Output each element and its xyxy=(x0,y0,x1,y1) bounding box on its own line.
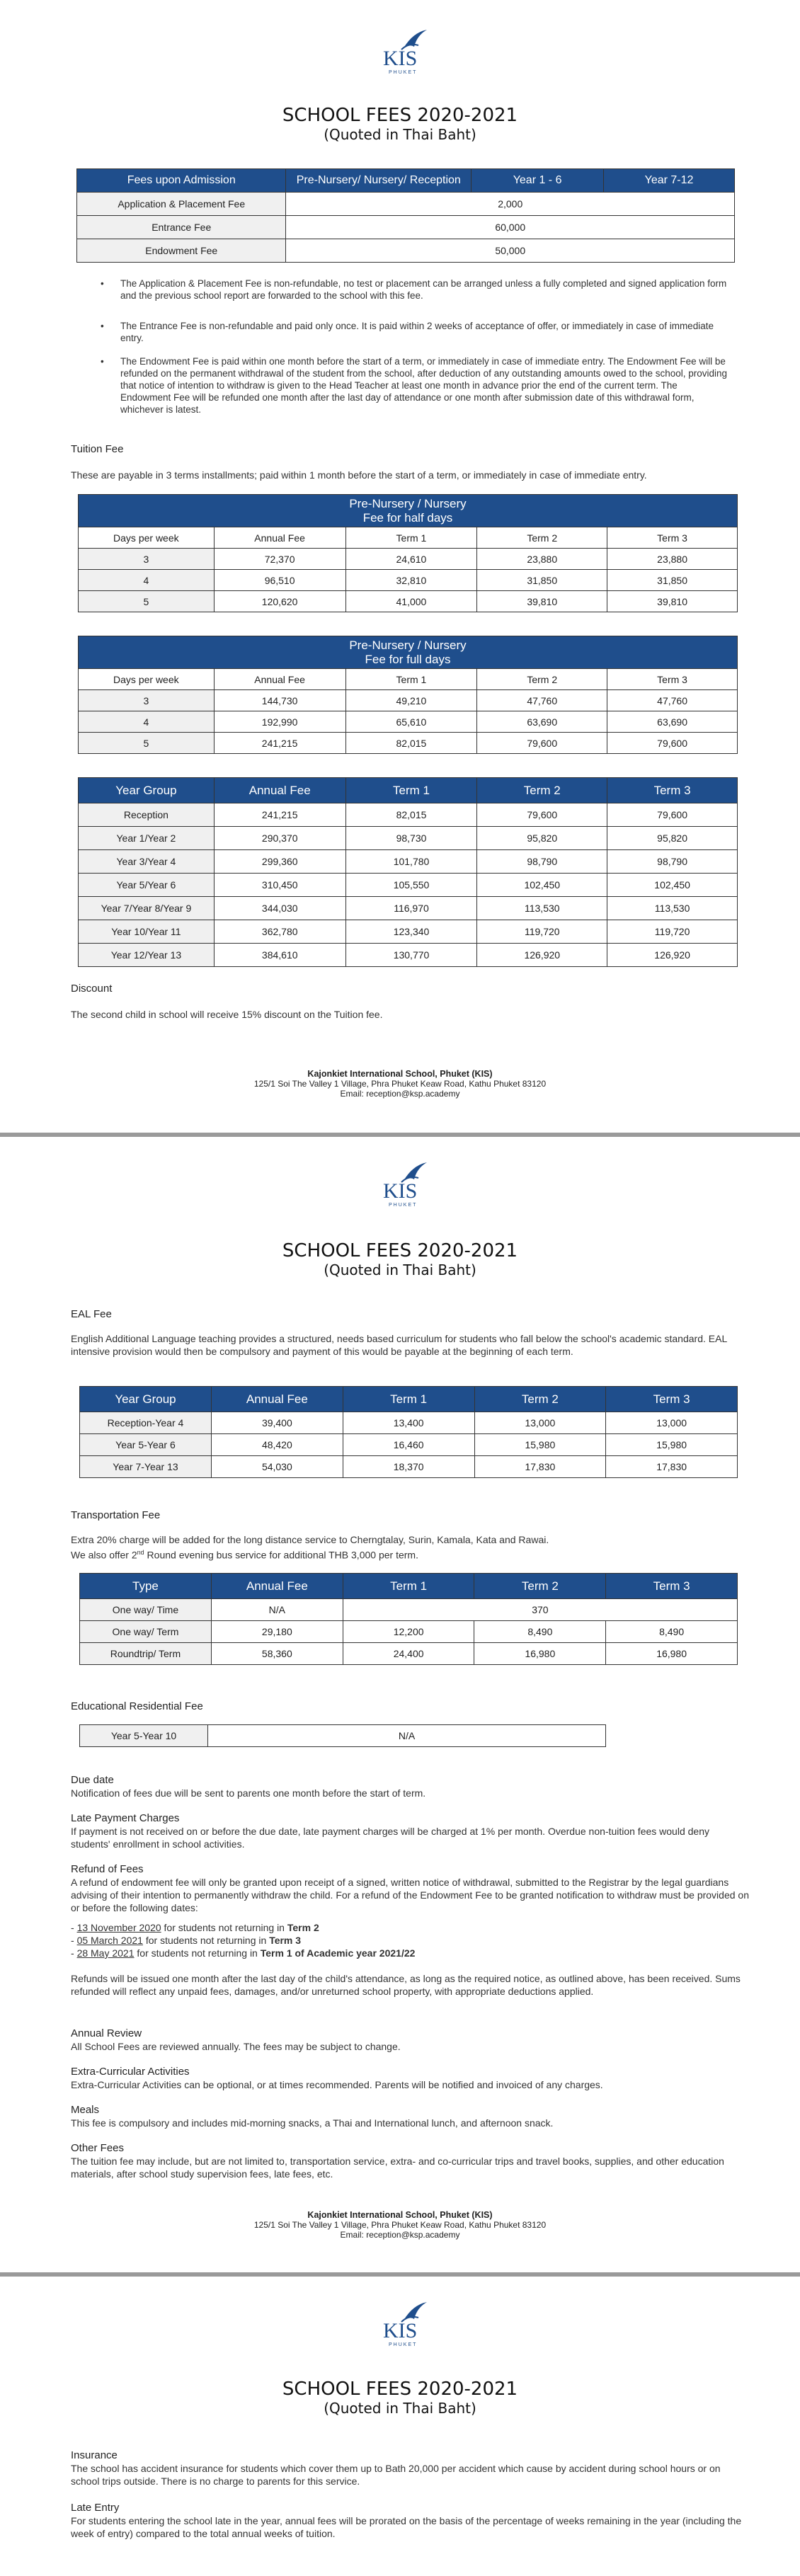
school-logo xyxy=(0,2301,800,2350)
transport-cell: Roundtrip/ Term xyxy=(80,1643,212,1665)
year-group-cell: 126,920 xyxy=(607,944,738,967)
full-day-col-header: Term 3 xyxy=(607,669,738,690)
transport-cell: 29,180 xyxy=(211,1621,343,1643)
year-group-cell: Year 1/Year 2 xyxy=(79,827,215,850)
refund-date-3: - 28 May 2021 for students not returning in Term 1 of Academic year 2021/22 xyxy=(71,1947,416,1959)
eal-cell: 18,370 xyxy=(343,1456,474,1478)
late-payment-text: If payment is not received on or before the due date, late payment charges will be charged at 1% per month. Overdue non-tuition fees would deny students' enrollment in school activities. xyxy=(71,1826,709,1850)
meals-text: This fee is compulsory and includes mid-morning snacks, a Thai and International lunch, and afternoon snack. xyxy=(71,2117,554,2129)
year-group-fee-table xyxy=(78,777,738,967)
eal-cell: 15,980 xyxy=(606,1434,738,1456)
meals-heading: Meals xyxy=(71,2104,100,2116)
eal-cell: 17,830 xyxy=(606,1456,738,1478)
refund-text-2: Refunds will be issued one month after the last day of the child's attendance, as long as the required notice, as outlined above, has been received. Sums refunded will reflect any unpaid fees, damages, and/or unreturned school property, with appropriate deductions applied. xyxy=(71,1973,741,1997)
admission-row-value: 60,000 xyxy=(286,216,735,239)
half-day-cell: 4 xyxy=(79,570,215,591)
year-group-cell: Year 5/Year 6 xyxy=(79,874,215,897)
footer-school-name: Kajonkiet International School, Phuket (KIS) xyxy=(307,1069,493,1079)
full-day-cell: 79,600 xyxy=(607,733,738,754)
transport-cell: 8,490 xyxy=(474,1621,606,1643)
footer-school-name: Kajonkiet International School, Phuket (KIS) xyxy=(307,2210,493,2220)
year-group-header: Term 1 xyxy=(345,778,477,803)
insurance-text: The school has accident insurance for students which cover them up to Bath 20,000 per accident which cause by accident during school hours or on school trips outside. There is no charge to parents for this service. xyxy=(71,2463,721,2487)
year-group-cell: Reception xyxy=(79,803,215,827)
page-subtitle: (Quoted in Thai Baht) xyxy=(324,1261,476,1278)
full-day-cell: 47,760 xyxy=(607,690,738,711)
year-group-cell: 79,600 xyxy=(607,803,738,827)
admission-header: Year 7-12 xyxy=(604,169,735,193)
year-group-cell: 95,820 xyxy=(477,827,607,850)
year-group-cell: 290,370 xyxy=(214,827,345,850)
eal-cell: 13,000 xyxy=(606,1412,738,1434)
transport-cell: One way/ Time xyxy=(80,1599,212,1621)
residential-value: N/A xyxy=(208,1725,606,1747)
eal-cell: 17,830 xyxy=(474,1456,606,1478)
page-title: SCHOOL FEES 2020-2021 xyxy=(282,2378,518,2400)
page-subtitle: (Quoted in Thai Baht) xyxy=(324,126,476,143)
eal-cell: Year 5-Year 6 xyxy=(80,1434,212,1456)
page-subtitle: (Quoted in Thai Baht) xyxy=(324,2400,476,2417)
full-day-title: Pre-Nursery / Nursery xyxy=(349,638,467,652)
half-day-cell: 3 xyxy=(79,549,215,570)
transport-cell: 16,980 xyxy=(606,1643,738,1665)
year-group-cell: 101,780 xyxy=(345,850,477,874)
year-group-cell: 105,550 xyxy=(345,874,477,897)
year-group-cell: 113,530 xyxy=(477,897,607,920)
year-group-cell: 310,450 xyxy=(214,874,345,897)
transport-cell: 370 xyxy=(343,1599,737,1621)
page-title: SCHOOL FEES 2020-2021 xyxy=(282,105,518,126)
admission-note: • The Application & Placement Fee is non-refundable, no test or placement can be arranged unless a fully completed and signed application form and the previous school report are forwarded to the school with this fee. xyxy=(120,277,729,302)
year-group-cell: 299,360 xyxy=(214,850,345,874)
full-day-cell: 241,215 xyxy=(214,733,345,754)
half-day-cell: 96,510 xyxy=(214,570,345,591)
admission-row-value: 50,000 xyxy=(286,239,735,263)
half-day-fee-table xyxy=(78,494,738,612)
late-payment-heading: Late Payment Charges xyxy=(71,1812,180,1824)
transport-cell: 8,490 xyxy=(606,1621,738,1643)
logo-text: KIS xyxy=(383,47,418,70)
refund-text: A refund of endowment fee will only be granted upon receipt of a signed, written notice of withdrawal, submitted to the Registrar by the legal guardians advising of their intention to permanently withdraw the child. For a refund of the Endowment Fee to be granted notification to withdraw must be provided on or before the following dates: xyxy=(71,1877,749,1913)
transport-header: Term 2 xyxy=(474,1574,606,1599)
year-group-cell: 123,340 xyxy=(345,920,477,944)
year-group-header: Term 3 xyxy=(607,778,738,803)
eal-cell: 48,420 xyxy=(211,1434,343,1456)
full-day-col-header: Term 1 xyxy=(345,669,477,690)
year-group-cell: 98,790 xyxy=(477,850,607,874)
refund-heading: Refund of Fees xyxy=(71,1863,144,1875)
year-group-cell: Year 10/Year 11 xyxy=(79,920,215,944)
half-day-col-header: Term 3 xyxy=(607,527,738,549)
eal-header: Year Group xyxy=(80,1387,212,1412)
year-group-header: Term 2 xyxy=(477,778,607,803)
eal-cell: 15,980 xyxy=(474,1434,606,1456)
admission-row-label: Entrance Fee xyxy=(77,216,286,239)
footer-email: Email: reception@ksp.academy xyxy=(340,2230,460,2240)
year-group-cell: 384,610 xyxy=(214,944,345,967)
half-day-col-header: Annual Fee xyxy=(214,527,345,549)
half-day-col-header: Term 2 xyxy=(477,527,607,549)
eal-cell: 16,460 xyxy=(343,1434,474,1456)
logo-subtext: PHUKET xyxy=(389,2342,418,2347)
refund-date-2-text: for students not returning in xyxy=(142,1935,270,1946)
eal-header: Term 3 xyxy=(606,1387,738,1412)
full-day-cell: 192,990 xyxy=(214,711,345,733)
admission-row-label: Application & Placement Fee xyxy=(77,193,286,216)
insurance-heading: Insurance xyxy=(71,2449,118,2461)
refund-date-1-text: for students not returning in xyxy=(161,1922,287,1933)
refund-date-1: - 13 November 2020 for students not returning in Term 2 xyxy=(71,1922,319,1933)
year-group-cell: 119,720 xyxy=(477,920,607,944)
transport-header: Annual Fee xyxy=(211,1574,343,1599)
half-day-cell: 5 xyxy=(79,591,215,612)
full-day-cell: 65,610 xyxy=(345,711,477,733)
eal-cell: Year 7-Year 13 xyxy=(80,1456,212,1478)
residential-fee-table xyxy=(79,1724,606,1747)
page-divider xyxy=(0,2272,800,2277)
full-day-subtitle: Fee for full days xyxy=(365,652,451,666)
transport-line-1: Extra 20% charge will be added for the long distance service to Cherngtalay, Surin, Kamala, Kata and Rawai. xyxy=(71,1534,549,1545)
refund-date-2-date: 05 March 2021 xyxy=(76,1935,143,1946)
annual-review-text: All School Fees are reviewed annually. The fees may be subject to change. xyxy=(71,2041,401,2052)
admission-row-label: Endowment Fee xyxy=(77,239,286,263)
refund-date-3-term: Term 1 of Academic year 2021/22 xyxy=(260,1947,416,1959)
eal-header: Term 2 xyxy=(474,1387,606,1412)
logo-subtext: PHUKET xyxy=(389,70,418,75)
logo-text: KIS xyxy=(383,1179,418,1203)
year-group-cell: 98,730 xyxy=(345,827,477,850)
transport-header: Term 1 xyxy=(343,1574,474,1599)
refund-date-3-date: 28 May 2021 xyxy=(76,1947,135,1959)
year-group-header: Annual Fee xyxy=(214,778,345,803)
half-day-title: Pre-Nursery / Nursery xyxy=(349,496,467,510)
year-group-cell: 344,030 xyxy=(214,897,345,920)
transport-line-2a: We also offer 2 xyxy=(71,1549,137,1561)
admission-note: • The Entrance Fee is non-refundable and paid only once. It is paid within 2 weeks of acceptance of offer, or immediately in case of immediate entry. xyxy=(120,320,729,344)
eal-heading: EAL Fee xyxy=(71,1308,112,1320)
extra-curricular-heading: Extra-Curricular Activities xyxy=(71,2066,190,2078)
refund-date-2-term: Term 3 xyxy=(269,1935,302,1946)
eal-cell: 13,400 xyxy=(343,1412,474,1434)
year-group-cell: 98,790 xyxy=(607,850,738,874)
admission-row-value: 2,000 xyxy=(286,193,735,216)
eal-fee-table xyxy=(79,1386,738,1478)
half-day-cell: 32,810 xyxy=(345,570,477,591)
other-fees-heading: Other Fees xyxy=(71,2142,125,2154)
year-group-cell: 119,720 xyxy=(607,920,738,944)
transport-cell: One way/ Term xyxy=(80,1621,212,1643)
school-logo xyxy=(0,1161,800,1210)
year-group-cell: 126,920 xyxy=(477,944,607,967)
year-group-cell: 102,450 xyxy=(607,874,738,897)
year-group-cell: 113,530 xyxy=(607,897,738,920)
year-group-cell: 241,215 xyxy=(214,803,345,827)
full-day-cell: 4 xyxy=(79,711,215,733)
full-day-col-header: Term 2 xyxy=(477,669,607,690)
footer-address: 125/1 Soi The Valley 1 Village, Phra Phuket Keaw Road, Kathu Phuket 83120 xyxy=(253,1079,547,1089)
year-group-cell: 82,015 xyxy=(345,803,477,827)
year-group-cell: Year 3/Year 4 xyxy=(79,850,215,874)
eal-cell: 39,400 xyxy=(211,1412,343,1434)
transport-cell: 58,360 xyxy=(211,1643,343,1665)
full-day-cell: 5 xyxy=(79,733,215,754)
year-group-cell: 362,780 xyxy=(214,920,345,944)
admission-header: Fees upon Admission xyxy=(77,169,286,193)
annual-review-heading: Annual Review xyxy=(71,2027,142,2039)
half-day-cell: 120,620 xyxy=(214,591,345,612)
admission-header: Pre-Nursery/ Nursery/ Reception xyxy=(286,169,472,193)
full-day-col-header: Annual Fee xyxy=(214,669,345,690)
refund-date-1-date: 13 November 2020 xyxy=(76,1922,161,1933)
half-day-cell: 39,810 xyxy=(477,591,607,612)
eal-cell: Reception-Year 4 xyxy=(80,1412,212,1434)
full-day-cell: 82,015 xyxy=(345,733,477,754)
full-day-cell: 79,600 xyxy=(477,733,607,754)
eal-cell: 13,000 xyxy=(474,1412,606,1434)
half-day-cell: 23,880 xyxy=(607,549,738,570)
page-title: SCHOOL FEES 2020-2021 xyxy=(282,1240,518,1261)
half-day-cell: 23,880 xyxy=(477,549,607,570)
admission-note: • The Endowment Fee is paid within one month before the start of a term, or immediately in case of immediate entry. The Endowment Fee will be refunded on the permanent withdrawal of the student from the school, after deduction of any outstanding amounts owed to the school, providing that notice of intention to withdraw is given to the Head Teacher at least one month in advance prior the end of the current term. The Endowment Fee will be refunded one month after the last day of attendance or one month after submission date of this withdrawal form, whichever is latest. xyxy=(120,355,729,416)
half-day-cell: 31,850 xyxy=(607,570,738,591)
full-day-cell: 63,690 xyxy=(607,711,738,733)
refund-date-3-text: for students not returning in xyxy=(134,1947,261,1959)
half-day-subtitle: Fee for half days xyxy=(362,510,453,525)
extra-curricular-text: Extra-Curricular Activities can be optional, or at times recommended. Parents will be notified and invoiced of any charges. xyxy=(71,2079,603,2090)
full-day-cell: 144,730 xyxy=(214,690,345,711)
transport-cell: N/A xyxy=(211,1599,343,1621)
year-group-cell: Year 7/Year 8/Year 9 xyxy=(79,897,215,920)
admission-header: Year 1 - 6 xyxy=(472,169,604,193)
discount-text: The second child in school will receive 15% discount on the Tuition fee. xyxy=(71,1009,383,1020)
eal-cell: 54,030 xyxy=(211,1456,343,1478)
year-group-cell: 116,970 xyxy=(345,897,477,920)
full-day-cell: 3 xyxy=(79,690,215,711)
half-day-cell: 24,610 xyxy=(345,549,477,570)
full-day-cell: 47,760 xyxy=(477,690,607,711)
half-day-cell: 31,850 xyxy=(477,570,607,591)
transport-line-2-sup: nd xyxy=(137,1549,144,1556)
other-fees-text: The tuition fee may include, but are not limited to, transportation service, extra- and co-curricular trips and travel books, supplies, and other education materials, after school study supervision fees, late fees, etc. xyxy=(71,2156,724,2180)
discount-heading: Discount xyxy=(71,983,113,995)
half-day-cell: 39,810 xyxy=(607,591,738,612)
eal-header: Term 1 xyxy=(343,1387,474,1412)
half-day-col-header: Days per week xyxy=(79,527,215,549)
year-group-cell: Year 12/Year 13 xyxy=(79,944,215,967)
residential-label: Year 5-Year 10 xyxy=(80,1725,208,1747)
due-date-heading: Due date xyxy=(71,1774,114,1786)
admission-fees-table xyxy=(76,168,735,263)
logo-subtext: PHUKET xyxy=(389,1203,418,1208)
transport-line-2 xyxy=(71,1546,765,1562)
late-entry-text: For students entering the school late in the year, annual fees will be prorated on the basis of the percentage of weeks remaining in the year (including the week of entry) compared to the total annual weeks of tuition. xyxy=(71,2515,742,2539)
refund-date-1-term: Term 2 xyxy=(287,1922,319,1933)
eal-header: Annual Fee xyxy=(211,1387,343,1412)
year-group-cell: 130,770 xyxy=(345,944,477,967)
full-day-cell: 63,690 xyxy=(477,711,607,733)
tuition-heading: Tuition Fee xyxy=(71,443,124,455)
tuition-intro: These are payable in 3 terms installments; paid within 1 month before the start of a term, or immediately in case of immediate entry. xyxy=(71,469,647,481)
full-day-col-header: Days per week xyxy=(79,669,215,690)
late-entry-heading: Late Entry xyxy=(71,2502,120,2514)
full-day-fee-table xyxy=(78,636,738,754)
transport-heading: Transportation Fee xyxy=(71,1509,161,1521)
year-group-cell: 79,600 xyxy=(477,803,607,827)
footer xyxy=(0,2210,800,2240)
transport-header: Type xyxy=(80,1574,212,1599)
transport-line-2b: Round evening bus service for additional THB 3,000 per term. xyxy=(144,1549,418,1561)
footer-email: Email: reception@ksp.academy xyxy=(340,1089,460,1099)
full-day-cell: 49,210 xyxy=(345,690,477,711)
due-date-text: Notification of fees due will be sent to parents one month before the start of term. xyxy=(71,1787,426,1799)
transport-fee-table xyxy=(79,1573,738,1665)
transport-cell: 12,200 xyxy=(343,1621,474,1643)
transport-cell: 24,400 xyxy=(343,1643,474,1665)
year-group-header: Year Group xyxy=(79,778,215,803)
half-day-col-header: Term 1 xyxy=(345,527,477,549)
year-group-cell: 102,450 xyxy=(477,874,607,897)
footer xyxy=(0,1069,800,1099)
logo-text: KIS xyxy=(383,2319,418,2342)
page-divider xyxy=(0,1133,800,1137)
refund-date-2: - 05 March 2021 for students not returning in Term 3 xyxy=(71,1935,302,1946)
school-logo xyxy=(0,28,800,78)
transport-cell: 16,980 xyxy=(474,1643,606,1665)
half-day-cell: 41,000 xyxy=(345,591,477,612)
transport-header: Term 3 xyxy=(606,1574,738,1599)
footer-address: 125/1 Soi The Valley 1 Village, Phra Phuket Keaw Road, Kathu Phuket 83120 xyxy=(253,2220,547,2230)
half-day-cell: 72,370 xyxy=(214,549,345,570)
eal-text: English Additional Language teaching provides a structured, needs based curriculum for students who fall below the school's academic standard. EAL intensive provision would then be compulsory and payment of this would be payable at the beginning of each term. xyxy=(71,1333,727,1357)
residential-heading: Educational Residential Fee xyxy=(71,1700,203,1712)
year-group-cell: 95,820 xyxy=(607,827,738,850)
